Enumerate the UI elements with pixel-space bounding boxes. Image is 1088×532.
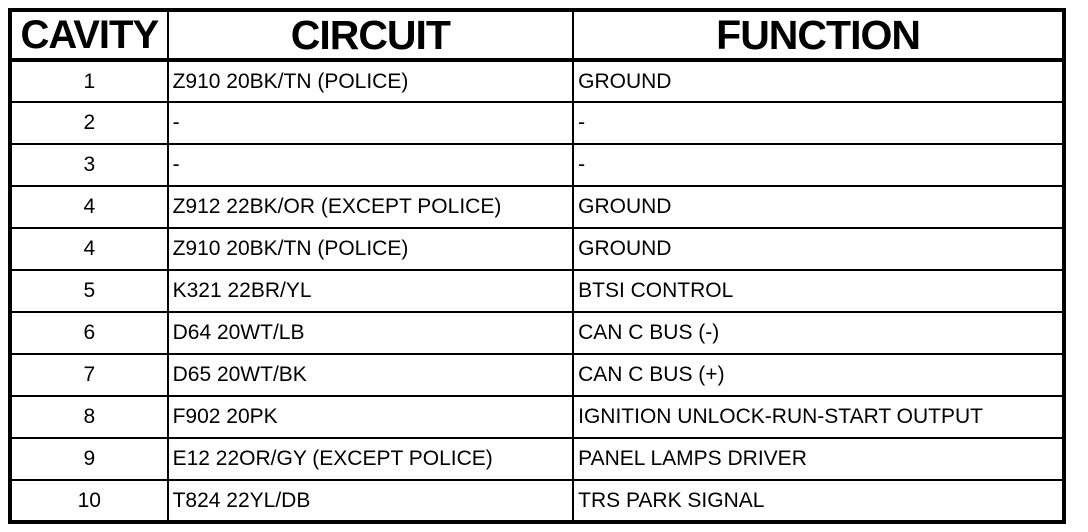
function-cell: -: [573, 102, 1064, 144]
table-row: [10, 354, 1064, 396]
cavity-cell: 3: [10, 144, 168, 186]
function-cell: BTSI CONTROL: [573, 270, 1064, 312]
table-row: [10, 144, 1064, 186]
circuit-cell: T824 22YL/DB: [168, 480, 574, 522]
table-row: [10, 396, 1064, 438]
circuit-cell: D64 20WT/LB: [168, 312, 574, 354]
cavity-cell: 2: [10, 102, 168, 144]
function-cell: GROUND: [573, 186, 1064, 228]
cavity-cell: 5: [10, 270, 168, 312]
header-cavity: CAVITY: [10, 10, 168, 60]
cavity-cell: 10: [10, 480, 168, 522]
cavity-cell: 4: [10, 186, 168, 228]
circuit-cell: Z912 22BK/OR (EXCEPT POLICE): [168, 186, 574, 228]
circuit-cell: K321 22BR/YL: [168, 270, 574, 312]
cavity-cell: 8: [10, 396, 168, 438]
function-cell: -: [573, 144, 1064, 186]
header-circuit: CIRCUIT: [168, 10, 574, 60]
connector-pinout-table: [8, 8, 1066, 524]
function-cell: PANEL LAMPS DRIVER: [573, 438, 1064, 480]
cavity-cell: 4: [10, 228, 168, 270]
table-row: [10, 270, 1064, 312]
circuit-cell: D65 20WT/BK: [168, 354, 574, 396]
function-cell: CAN C BUS (+): [573, 354, 1064, 396]
function-cell: TRS PARK SIGNAL: [573, 480, 1064, 522]
circuit-cell: -: [168, 102, 574, 144]
circuit-cell: -: [168, 144, 574, 186]
table-row: [10, 312, 1064, 354]
table-row: [10, 228, 1064, 270]
function-cell: IGNITION UNLOCK-RUN-START OUTPUT: [573, 396, 1064, 438]
header-row: [10, 10, 1064, 60]
function-cell: GROUND: [573, 228, 1064, 270]
table-row: [10, 60, 1064, 102]
cavity-cell: 9: [10, 438, 168, 480]
cavity-cell: 1: [10, 60, 168, 102]
circuit-cell: E12 22OR/GY (EXCEPT POLICE): [168, 438, 574, 480]
table-row: [10, 480, 1064, 522]
table-row: [10, 438, 1064, 480]
function-cell: GROUND: [573, 60, 1064, 102]
header-function: FUNCTION: [573, 10, 1064, 60]
table-row: [10, 186, 1064, 228]
table-row: [10, 102, 1064, 144]
cavity-cell: 7: [10, 354, 168, 396]
table-body: [10, 60, 1064, 522]
cavity-cell: 6: [10, 312, 168, 354]
circuit-cell: Z910 20BK/TN (POLICE): [168, 60, 574, 102]
table-header: [10, 10, 1064, 60]
function-cell: CAN C BUS (-): [573, 312, 1064, 354]
circuit-cell: Z910 20BK/TN (POLICE): [168, 228, 574, 270]
circuit-cell: F902 20PK: [168, 396, 574, 438]
